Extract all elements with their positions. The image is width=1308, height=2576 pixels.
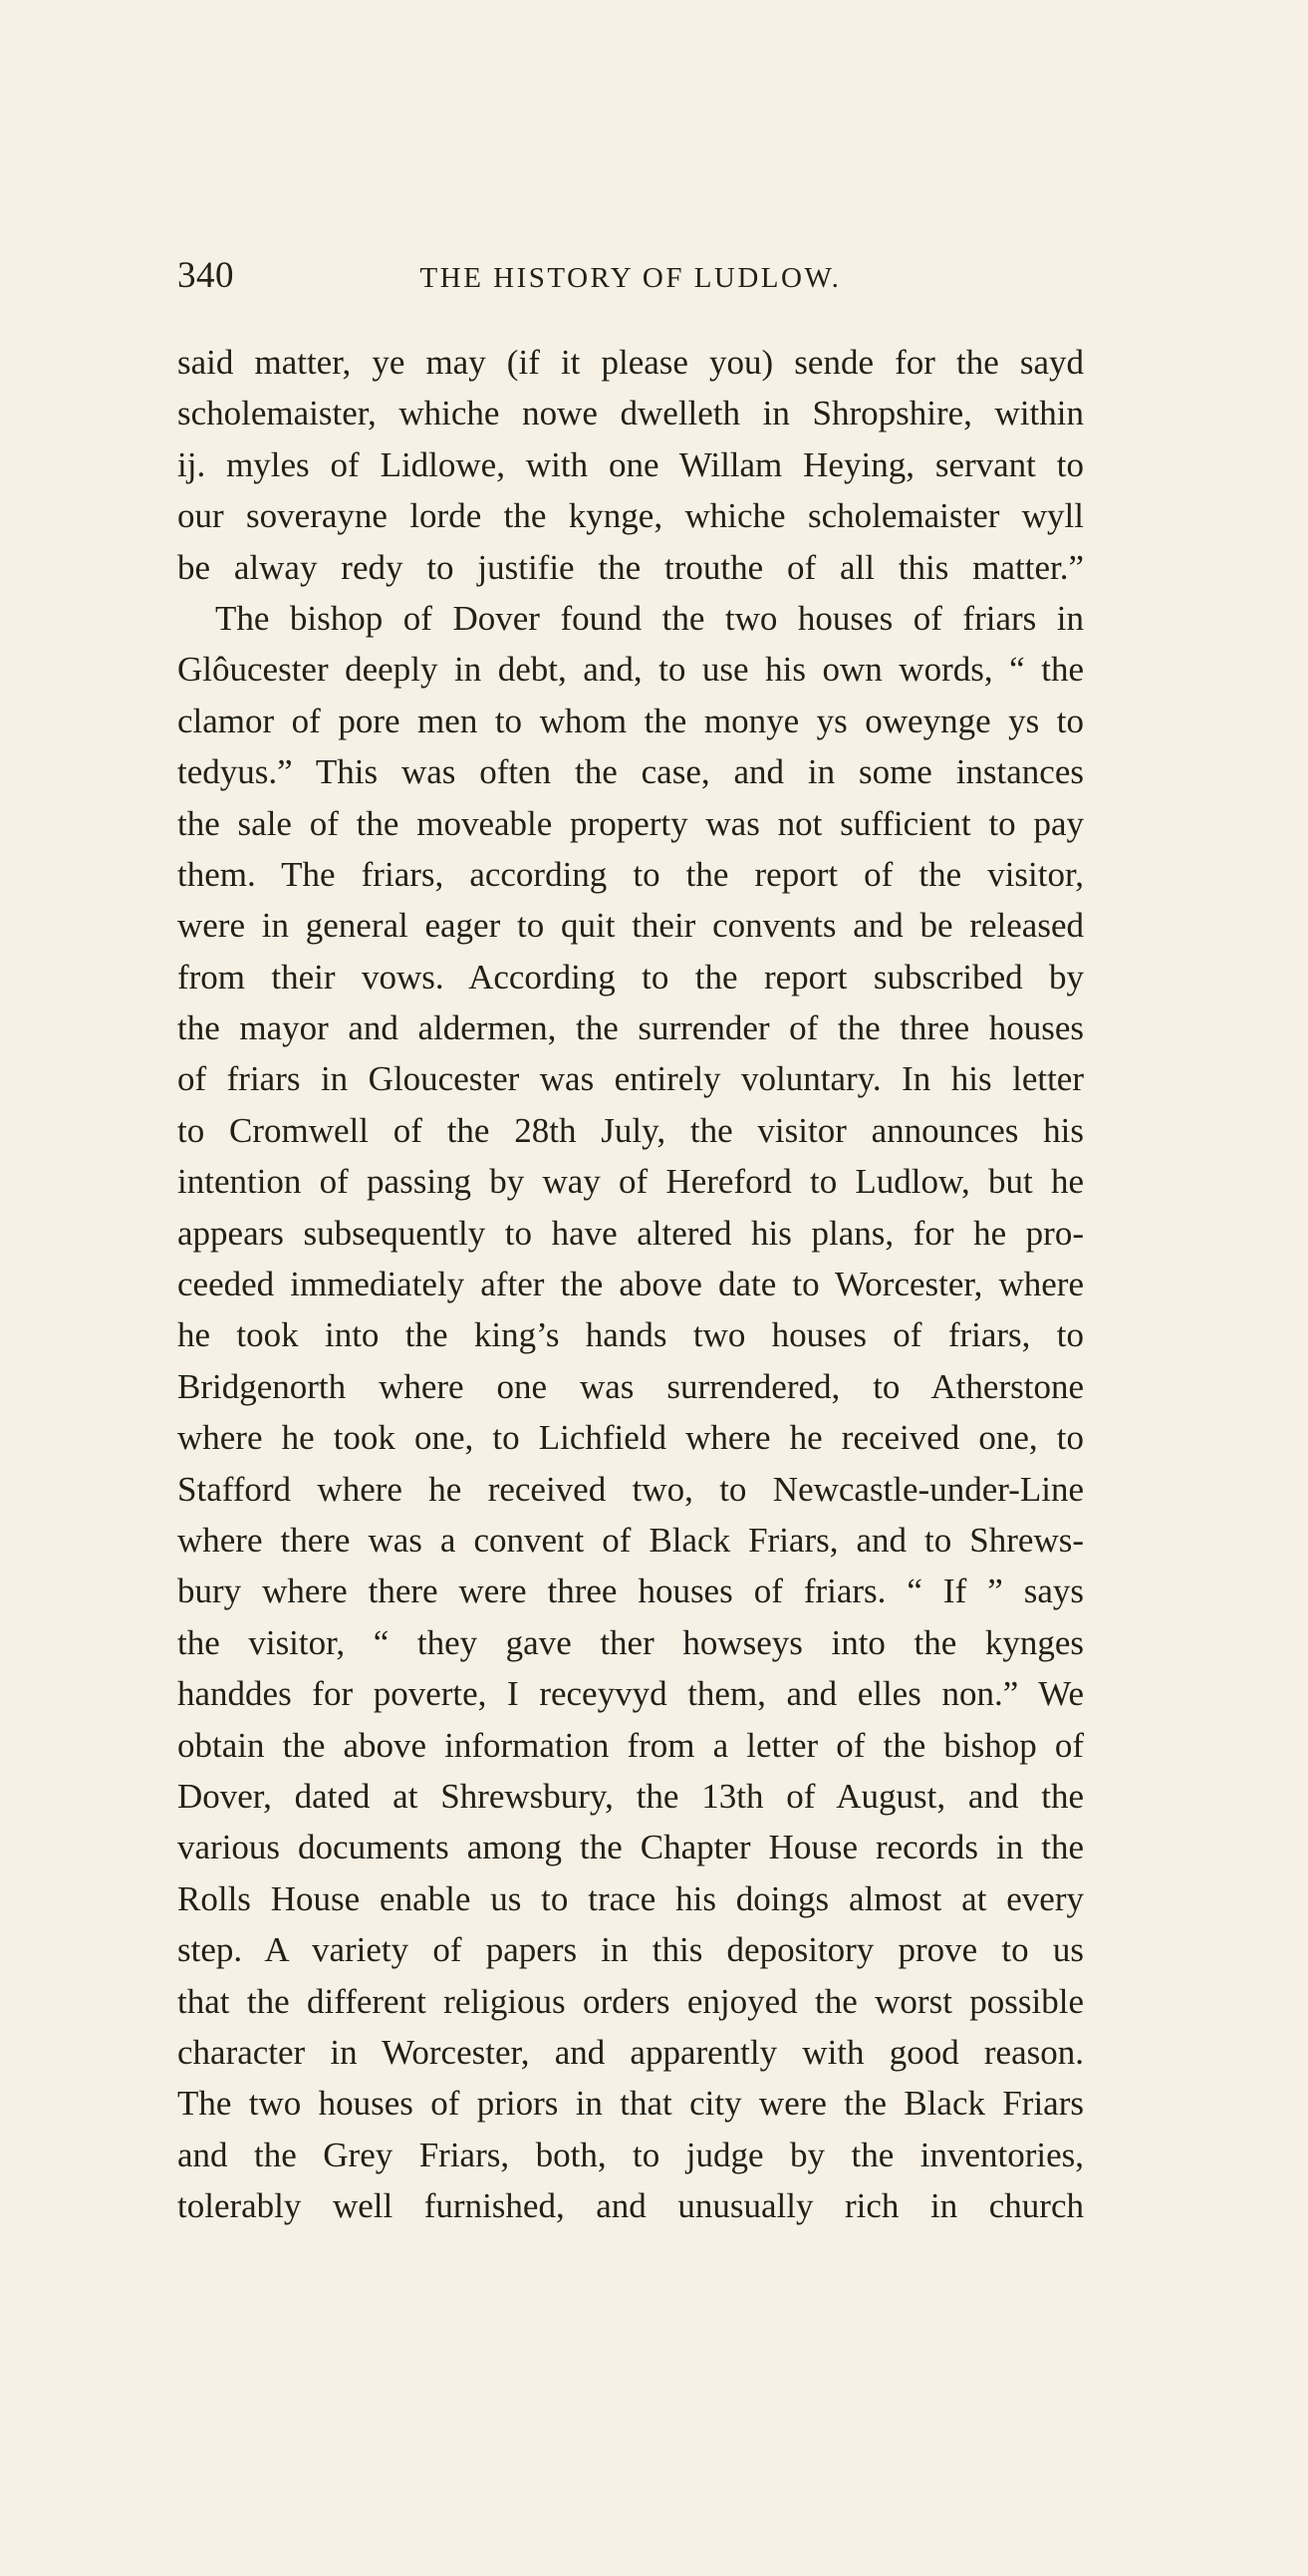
text-line: character in Worcester, and apparently with good reason. — [177, 2032, 1084, 2072]
text-line: he took into the king’s hands two houses of friars, to — [177, 1315, 1084, 1355]
text-line: the mayor and aldermen, the surrender of the three houses — [177, 1008, 1084, 1048]
text-line: ceeded immediately after the above date to Worcester, where — [177, 1265, 1084, 1304]
text-line: were in general eager to quit their convents and be released — [177, 906, 1084, 946]
body-text — [177, 337, 1084, 2231]
text-line: tolerably well furnished, and unusually rich in church — [177, 2186, 1084, 2226]
text-line: where he took one, to Lichfield where he received one, to — [177, 1418, 1084, 1458]
text-line: Stafford where he received two, to Newcastle-under-Line — [177, 1469, 1084, 1509]
text-line: Bridgenorth where one was surrendered, to Atherstone — [177, 1366, 1084, 1406]
text-line: The two houses of priors in that city were the Black Friars — [177, 2084, 1084, 2124]
text-line: obtain the above information from a letter of the bishop of — [177, 1725, 1084, 1765]
text-line: said matter, ye may (if it please you) sende for the sayd — [177, 343, 1084, 382]
text-line: clamor of pore men to whom the monye ys oweynge ys to — [177, 701, 1084, 740]
text-line: that the different religious orders enjoyed the worst possible — [177, 1981, 1084, 2021]
text-line: be alway redy to justifie the trouthe of all this matter.” — [177, 547, 1084, 587]
page-number: 340 — [177, 255, 234, 296]
text-line: them. The friars, according to the report of the visitor, — [177, 854, 1084, 894]
running-title: THE HISTORY OF LUDLOW. — [419, 262, 842, 294]
text-line: step. A variety of papers in this depository prove to us — [177, 1930, 1084, 1970]
text-line: intention of passing by way of Hereford to Ludlow, but he — [177, 1162, 1084, 1202]
text-line: appears subsequently to have altered his plans, for he pro- — [177, 1213, 1084, 1253]
text-line: of friars in Gloucester was entirely voluntary. In his letter — [177, 1059, 1084, 1099]
text-line: tedyus.” This was often the case, and in some instances — [177, 752, 1084, 792]
text-line: the visitor, “ they gave ther howseys into the kynges — [177, 1622, 1084, 1662]
text-line: where there was a convent of Black Friars, and to Shrews- — [177, 1520, 1084, 1560]
text-line: Glôucester deeply in debt, and, to use his own words, “ the — [177, 650, 1084, 690]
text-line: Dover, dated at Shrewsbury, the 13th of August, and the — [177, 1776, 1084, 1816]
text-line: ij. myles of Lidlowe, with one Willam Heying, servant to — [177, 444, 1084, 484]
text-line: Rolls House enable us to trace his doings almost at every — [177, 1878, 1084, 1918]
text-line: from their vows. According to the report subscribed by — [177, 957, 1084, 997]
text-line: to Cromwell of the 28th July, the visitor announces his — [177, 1110, 1084, 1150]
text-line: handdes for poverte, I receyvyd them, and elles non.” We — [177, 1674, 1084, 1714]
text-line: and the Grey Friars, both, to judge by the inventories, — [177, 2135, 1084, 2174]
text-line: our soverayne lorde the kynge, whiche scholemaister wyll — [177, 496, 1084, 536]
text-line: various documents among the Chapter House records in the — [177, 1828, 1084, 1867]
text-line: scholemaister, whiche nowe dwelleth in Shropshire, within — [177, 394, 1084, 433]
page-header — [177, 251, 1084, 301]
text-line: The bishop of Dover found the two houses of friars in — [215, 598, 1084, 638]
text-line: the sale of the moveable property was not sufficient to pay — [177, 803, 1084, 843]
text-line: bury where there were three houses of friars. “ If ” says — [177, 1572, 1084, 1611]
